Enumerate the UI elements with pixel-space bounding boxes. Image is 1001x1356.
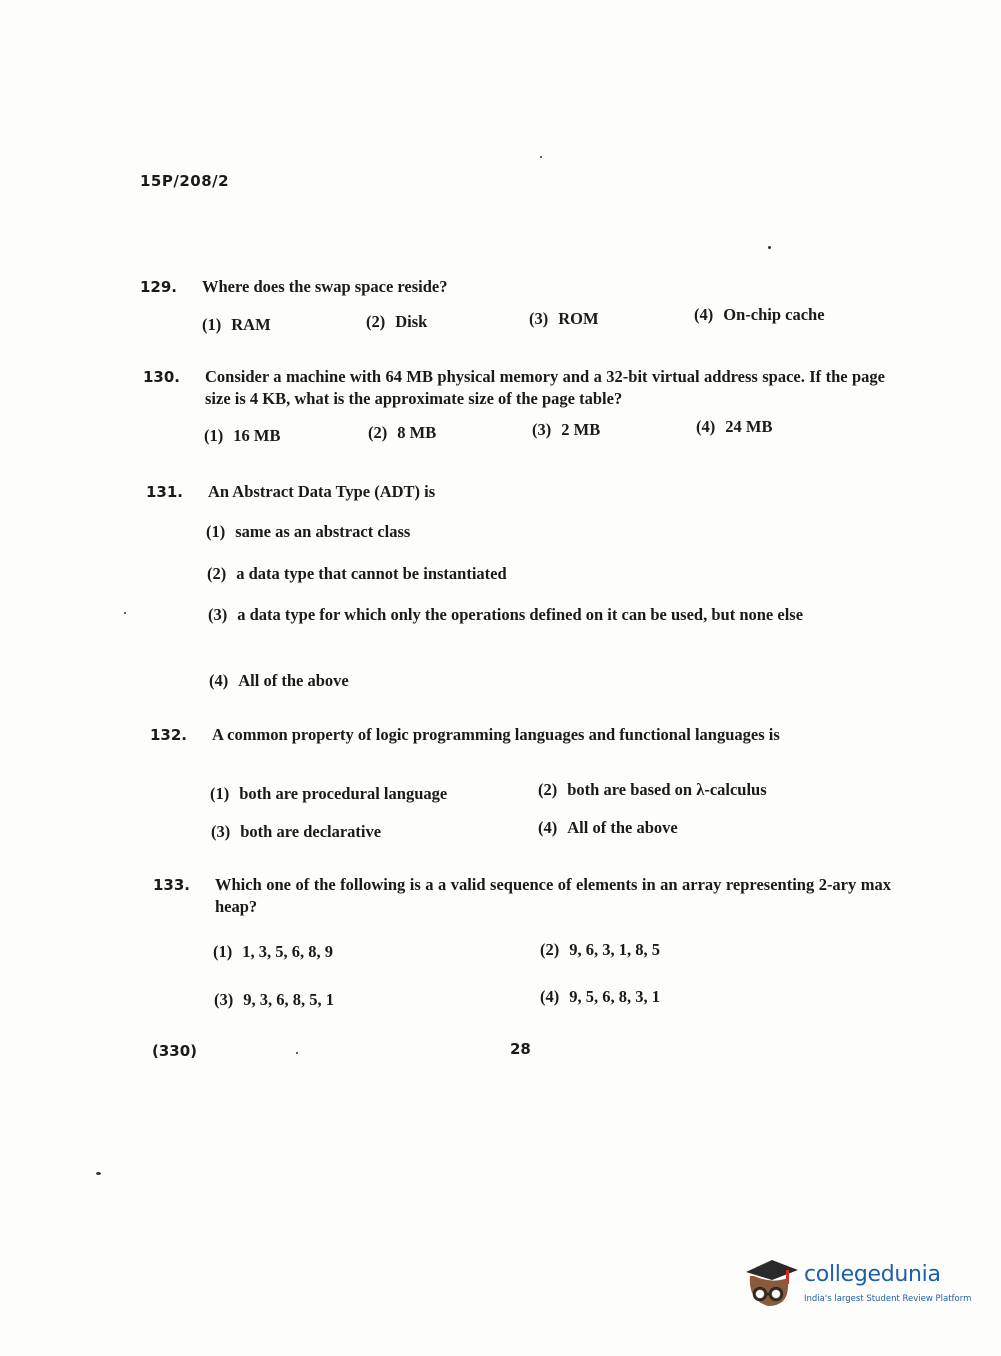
option-131-3: (3) a data type for which only the operations defined on it can be used, but none else	[208, 605, 804, 624]
option-133-3: (3) 9, 3, 6, 8, 5, 1	[214, 990, 334, 1009]
option-130-3: (3) 2 MB	[532, 420, 601, 439]
question-text: A common property of logic programming languages and functional languages is	[212, 725, 780, 744]
footer-code: (330)	[152, 1042, 198, 1060]
option-133-4: (4) 9, 5, 6, 8, 3, 1	[540, 987, 660, 1006]
scan-speck	[768, 246, 771, 249]
page-number: 28	[510, 1040, 531, 1058]
option-130-4: (4) 24 MB	[696, 417, 773, 436]
question-number: 130.	[143, 368, 181, 386]
option-129-1: (1) RAM	[202, 315, 271, 334]
option-132-1: (1) both are procedural language	[210, 784, 448, 803]
option-130-1: (1) 16 MB	[204, 426, 281, 445]
question-number: 129.	[140, 278, 178, 296]
question-text: Where does the swap space reside?	[202, 277, 448, 296]
question-133	[153, 874, 913, 918]
option-132-2: (2) both are based on λ-calculus	[538, 780, 767, 799]
question-text: Which one of the following is a a valid sequence of elements in an array representing 2-ary max heap?	[215, 875, 891, 916]
option-131-4: (4) All of the above	[209, 671, 349, 690]
scan-speck	[540, 156, 542, 158]
paper-code: 15P/208/2	[140, 172, 230, 190]
logo-mascot-icon	[742, 1252, 800, 1310]
logo-name: collegedunia	[804, 1262, 941, 1287]
logo-tagline: India's largest Student Review Platform	[804, 1294, 972, 1304]
option-129-2: (2) Disk	[366, 312, 428, 331]
option-129-4: (4) On-chip cache	[694, 305, 825, 324]
question-number: 132.	[150, 726, 188, 744]
option-133-2: (2) 9, 6, 3, 1, 8, 5	[540, 940, 660, 959]
scan-speck	[296, 1052, 298, 1054]
question-text: Consider a machine with 64 MB physical memory and a 32-bit virtual address space. If the page size is 4 KB, what is the approximate size of the page table?	[205, 367, 885, 408]
option-129-3: (3) ROM	[529, 309, 599, 328]
option-131-1: (1) same as an abstract class	[206, 522, 411, 541]
scan-speck	[96, 1172, 101, 1175]
scan-speck	[124, 612, 126, 614]
question-number: 133.	[153, 876, 191, 894]
question-number: 131.	[146, 483, 184, 501]
option-130-2: (2) 8 MB	[368, 423, 437, 442]
option-131-2: (2) a data type that cannot be instantiated	[207, 564, 507, 583]
collegedunia-logo	[742, 1250, 972, 1312]
option-132-4: (4) All of the above	[538, 818, 678, 837]
question-130	[143, 366, 903, 416]
option-132-3: (3) both are declarative	[211, 822, 382, 841]
question-132	[150, 724, 910, 768]
option-133-1: (1) 1, 3, 5, 6, 8, 9	[213, 942, 333, 961]
question-text: An Abstract Data Type (ADT) is	[208, 482, 436, 501]
